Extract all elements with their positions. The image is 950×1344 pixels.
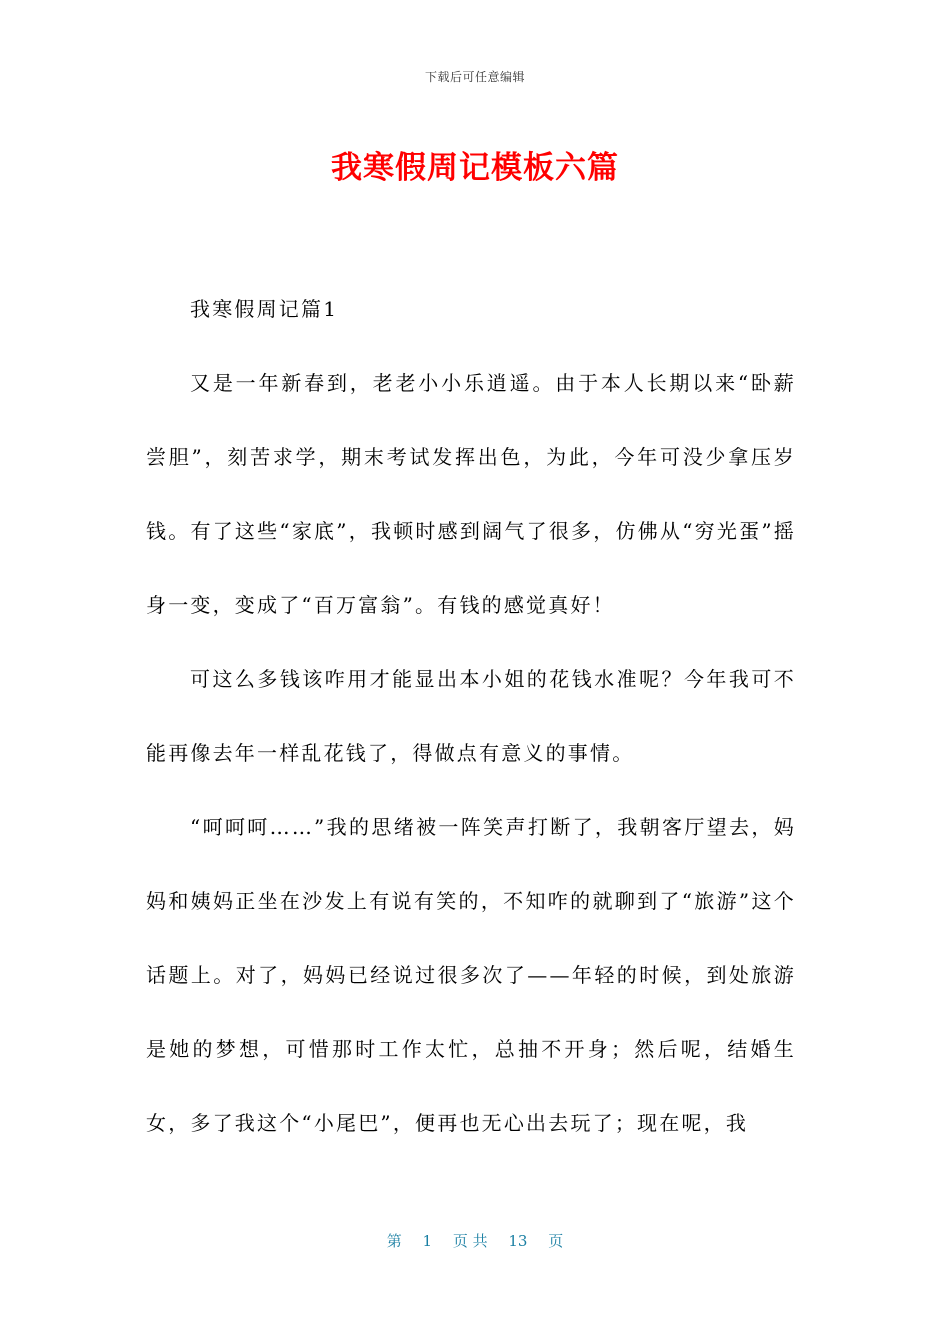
footer-middle: 页 共 [452,1232,488,1250]
document-body [146,272,796,1160]
footer-suffix: 页 [548,1232,564,1250]
header-note: 下载后可任意编辑 [424,70,525,84]
footer-page-number: 1 [422,1232,433,1250]
paragraph: “呵呵呵……”我的思绪被一阵笑声打断了，我朝客厅望去，妈妈和姨妈正坐在沙发上有说有笑的，不知咋的就聊到了“旅游”这个话题上。对了，妈妈已经说过很多次了——年轻的时候，到处旅游是她的梦想，可惜那时工作太忙，总抽不开身；然后呢，结婚生女，多了我这个“小尾巴”，便再也无心出去玩了；现在呢，我 [146,815,796,1135]
paragraph: 又是一年新春到，老老小小乐逍遥。由于本人长期以来“卧薪尝胆”，刻苦求学，期末考试发挥出色，为此，今年可没少拿压岁钱。有了这些“家底”，我顿时感到阔气了很多，仿佛从“穷光蛋”摇身一变，变成了“百万富翁”。有钱的感觉真好！ [146,371,796,617]
paragraph: 可这么多钱该咋用才能显出本小姐的花钱水准呢？今年我可不能再像去年一样乱花钱了，得做点有意义的事情。 [146,667,796,765]
footer-total-pages: 13 [508,1232,528,1250]
footer-prefix: 第 [386,1232,402,1250]
page-footer [0,1230,950,1251]
document-title: 我寒假周记模板六篇 [331,150,619,186]
section-heading: 我寒假周记篇1 [190,297,339,321]
